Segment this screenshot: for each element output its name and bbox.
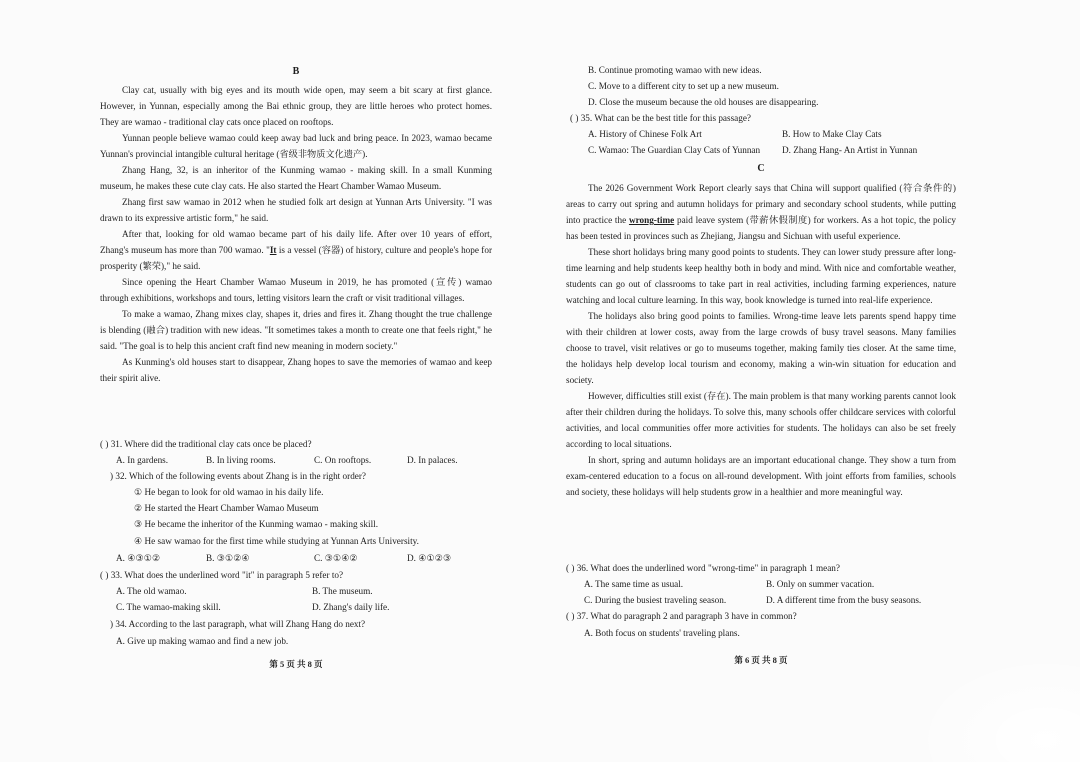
scan-glare	[910, 652, 1080, 762]
p5-text: After that, looking for old wamao became part of his daily life. After over 10 years of effort, Zhang's museum has more than 700 wamao.	[100, 229, 492, 255]
question-37: ( ) 37. What do paragraph 2 and paragraph 3 have in common?	[566, 611, 797, 621]
passage-b	[100, 82, 492, 386]
question-32: ) 32. Which of the following events about Zhang is in the right order?	[110, 471, 366, 481]
passage-c	[566, 180, 956, 500]
passage-c-paragraph-4: However, difficulties still exist (存在). The main problem is that many working parents cannot look after their children during the holidays. To solve this, many schools offer childcare services with colorful activities, and local communities offer more activities for students. The holidays can also be set freely according to local situations.	[566, 391, 956, 449]
q35-option-d[interactable]: D. Zhang Hang- An Artist in Yunnan	[782, 145, 918, 155]
question-36: ( ) 36. What does the underlined word "wrong-time" in paragraph 1 mean?	[566, 563, 840, 573]
question-35: ( ) 35. What can be the best title for this passage?	[570, 113, 751, 123]
q33-option-d[interactable]: D. Zhang's daily life.	[312, 602, 390, 612]
q32-event-4: ④ He saw wamao for the first time while studying at Yunnan Arts University.	[134, 536, 419, 546]
passage-c-paragraph-3: The holidays also bring good points to families. Wrong-time leave lets parents spend happy time with their children at lower costs, away from the large crowds of busy travel seasons. Many families choose to travel, visit relatives or go to museums together, making family ties closer. At the same time, the holidays help develop local tourism and economy, making a win-win situation for education and society.	[566, 311, 956, 385]
question-31: ( ) 31. Where did the traditional clay cats once be placed?	[100, 439, 312, 449]
q36-option-a[interactable]: A. The same time as usual.	[584, 579, 684, 589]
q32-option-d[interactable]: D. ④①②③	[407, 553, 452, 563]
passage-b-paragraph-3: Zhang Hang, 32, is an inheritor of the Kunming wamao - making skill. In a small Kunming museum, he makes these cute clay cats. He also started the Heart Chamber Wamao Museum.	[100, 165, 492, 191]
q35-option-c[interactable]: C. Wamao: The Guardian Clay Cats of Yunnan	[588, 145, 761, 155]
section-heading-c: C	[757, 163, 765, 174]
passage-b-paragraph-1: Clay cat, usually with big eyes and its mouth wide open, may seem a bit scary at first glance. However, in Yunnan, especially among the Bai ethnic group, they are little heroes who protect homes. They are wamao - traditional clay cats once placed on rooftops.	[100, 85, 492, 127]
q34-option-a[interactable]: A. Give up making wamao and find a new job.	[116, 636, 289, 646]
question-34: ) 34. According to the last paragraph, what will Zhang Hang do next?	[110, 619, 366, 629]
page-number-left: 第 5 页 共 8 页	[269, 659, 323, 669]
q32-option-c[interactable]: C. ③①④②	[314, 553, 358, 563]
q31-option-c[interactable]: C. On rooftops.	[314, 455, 372, 465]
q34-option-c[interactable]: C. Move to a different city to set up a new museum.	[588, 81, 779, 91]
passage-b-paragraph-2: Yunnan people believe wamao could keep away bad luck and bring peace. In 2023, wamao became Yunnan's provincial intangible cultural heritage (省级非物质文化遗产).	[100, 133, 492, 159]
p5-quote-rest: is a vessel (容器) of history, culture and people's hope for prosperity (繁荣)," he said.	[100, 245, 493, 271]
passage-b-paragraph-5	[100, 226, 492, 274]
question-33: ( ) 33. What does the underlined word "it" in paragraph 5 refer to?	[100, 570, 344, 580]
passage-c-paragraph-2: These short holidays bring many good points to students. They can lower study pressure after long-time learning and help students keep healthy both in body and mind. With nice and comfortable weather, students can go out of classrooms to take part in real activities, including farming experiences, nature watching and local culture learning. In this way, book knowledge is turned into real-life experience.	[566, 247, 956, 305]
passage-b-paragraph-4: Zhang first saw wamao in 2012 when he studied folk art design at Yunnan Arts University. "I was drawn to its expressive artistic form," he said.	[100, 197, 492, 223]
q31-option-b[interactable]: B. In living rooms.	[206, 455, 276, 465]
q37-option-a[interactable]: A. Both focus on students' traveling plans.	[584, 628, 740, 638]
q32-event-1: ① He began to look for old wamao in his daily life.	[134, 487, 324, 497]
p5-quote-open: "	[266, 245, 270, 255]
underlined-word-it: It	[269, 245, 277, 255]
q33-option-c[interactable]: C. The wamao-making skill.	[116, 602, 221, 612]
passage-b-paragraph-6: Since opening the Heart Chamber Wamao Museum in 2019, he has promoted (宣传) wamao through exhibitions, workshops and tours, letting visitors learn the craft or visit traditional villages.	[100, 277, 492, 303]
section-heading-b: B	[292, 66, 300, 77]
q35-option-b[interactable]: B. How to Make Clay Cats	[782, 129, 882, 139]
passage-b-paragraph-8: As Kunming's old houses start to disappear, Zhang hopes to save the memories of wamao and keep their spirit alive.	[100, 357, 492, 383]
c-p1-text-b: paid leave system (带薪休假制度) for workers. As a hot topic, the policy has been tested in provinces such as Zhejiang, Jiangsu and Sichuan with useful experience.	[566, 215, 956, 241]
passage-c-paragraph-1	[566, 180, 956, 244]
passage-c-paragraph-5: In short, spring and autumn holidays are an important educational change. They show a turn from exam-centered education to a focus on all-round development. With joint efforts from families, schools and society, these holidays will help students grow in a healthier and more meaningful way.	[566, 455, 956, 497]
underlined-word-wrong-time: wrong-time	[628, 215, 675, 225]
q31-option-a[interactable]: A. In gardens.	[116, 455, 169, 465]
q32-event-2: ② He started the Heart Chamber Wamao Museum	[134, 503, 319, 513]
q34-option-b[interactable]: B. Continue promoting wamao with new ideas.	[588, 65, 762, 75]
q36-option-b[interactable]: B. Only on summer vacation.	[766, 579, 875, 589]
page-number-right: 第 6 页 共 8 页	[734, 655, 788, 665]
q32-option-b[interactable]: B. ③①②④	[206, 553, 250, 563]
q36-option-d[interactable]: D. A different time from the busy seasons.	[766, 595, 922, 605]
c-p1-text-a: The 2026 Government Work Report clearly says that China will support qualified (符合条件的) areas to carry out spring and autumn holidays for primary and secondary school students, while putting into practice the	[566, 183, 956, 225]
q36-option-c[interactable]: C. During the busiest traveling season.	[584, 595, 727, 605]
q33-option-b[interactable]: B. The museum.	[312, 586, 373, 596]
q31-option-d[interactable]: D. In palaces.	[407, 455, 458, 465]
q32-event-3: ③ He became the inheritor of the Kunming wamao - making skill.	[134, 519, 378, 529]
q34-option-d[interactable]: D. Close the museum because the old houses are disappearing.	[588, 97, 819, 107]
q35-option-a[interactable]: A. History of Chinese Folk Art	[588, 129, 702, 139]
q33-option-a[interactable]: A. The old wamao.	[116, 586, 187, 596]
passage-b-paragraph-7: To make a wamao, Zhang mixes clay, shapes it, dries and fires it. Zhang thought the true challenge is blending (融合) tradition with new ideas. "It sometimes takes a month to create one that feels right," he said. "The goal is to help this ancient craft find new meaning in modern society."	[100, 309, 492, 351]
q32-option-a[interactable]: A. ④③①②	[116, 553, 161, 563]
